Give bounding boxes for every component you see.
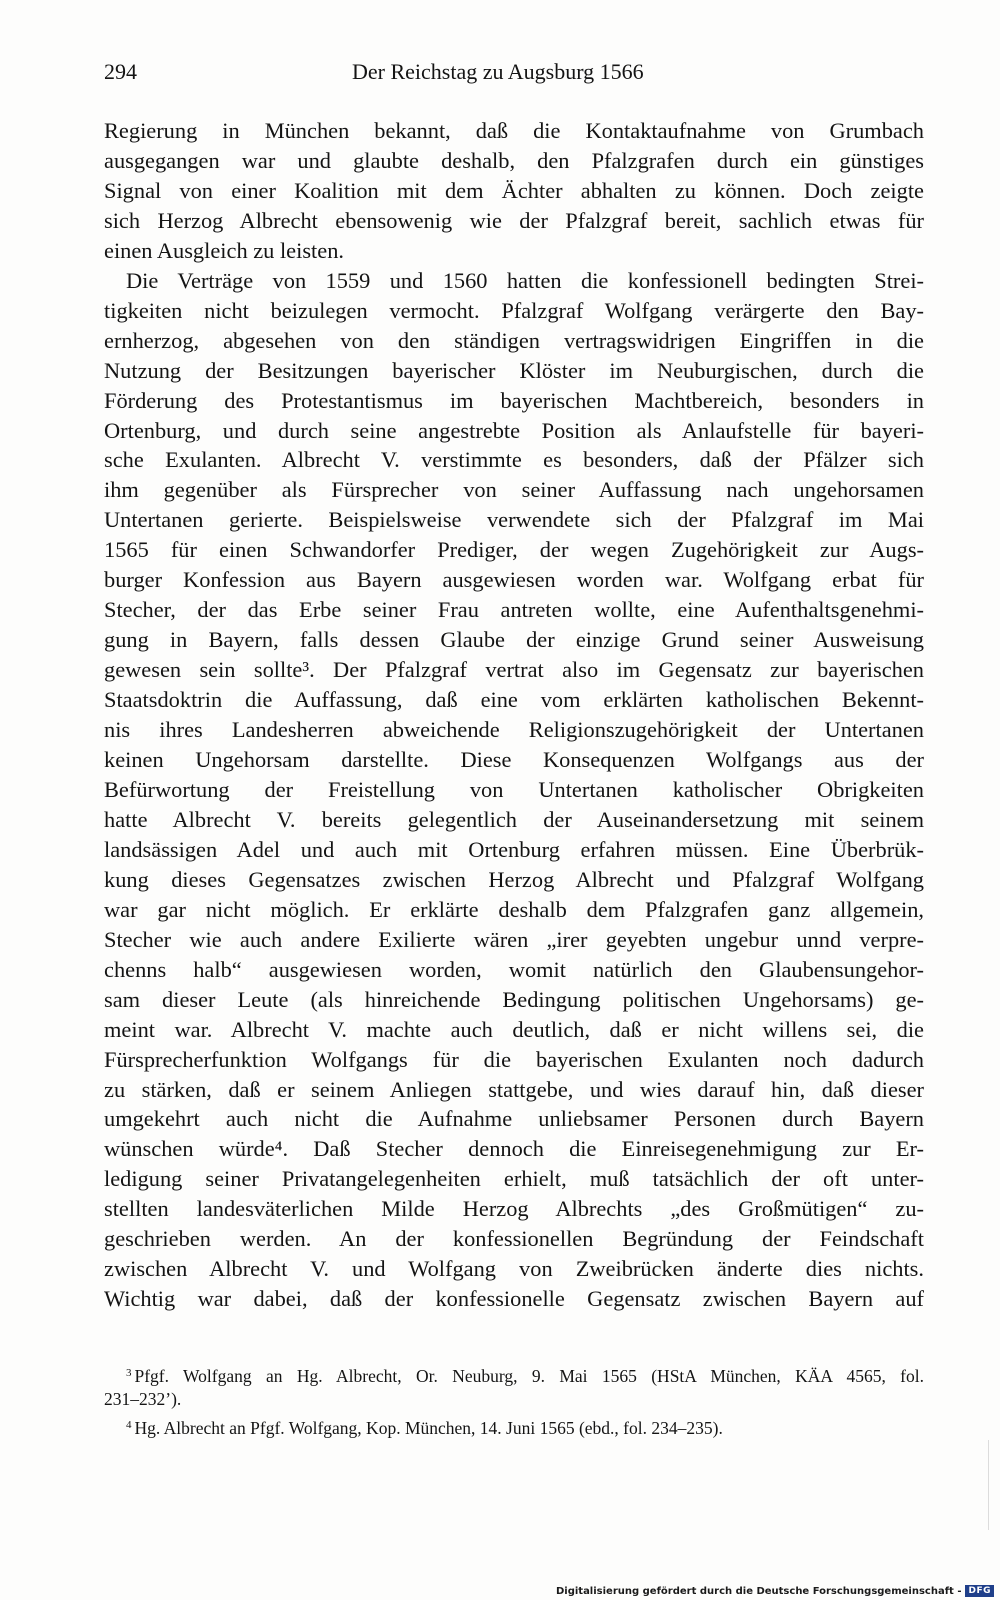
body-line: Nutzung der Besitzungen bayerischer Klöster im Neuburgischen, durch die	[104, 357, 924, 383]
body-line: Ortenburg, und durch seine angestrebte Position als Anlaufstelle für bayeri-	[104, 417, 924, 443]
running-title: Der Reichstag zu Augsburg 1566	[352, 59, 644, 84]
body-line: geschrieben werden. An der konfessionellen Begründung der Feindschaft	[104, 1226, 924, 1252]
body-line: umgekehrt auch nicht die Aufnahme unliebsamer Personen durch Bayern	[104, 1106, 924, 1132]
body-line: Wichtig war dabei, daß der konfessionelle Gegensatz zwischen Bayern auf	[104, 1286, 924, 1312]
body-line: Fürsprecherfunktion Wolfgangs für die bayerischen Exulanten noch dadurch	[104, 1046, 924, 1072]
body-line: wünschen würde⁴. Daß Stecher dennoch die Einreisegenehmigung zur Er-	[104, 1136, 924, 1162]
body-line: 1565 für einen Schwandorfer Prediger, der wegen Zugehörigkeit zur Augs-	[104, 537, 924, 563]
body-line: nis ihres Landesherren abweichende Religionszugehörigkeit der Untertanen	[104, 717, 924, 743]
footnote-text: Pfgf. Wolfgang an Hg. Albrecht, Or. Neuburg, 9. Mai 1565 (HStA München, KÄA 4565, fol.	[134, 1366, 924, 1386]
body-line: Regierung in München bekannt, daß die Kontaktaufnahme von Grumbach	[104, 118, 924, 143]
body-line: Stecher, der das Erbe seiner Frau antreten wollte, eine Aufenthaltsgenehmi-	[104, 597, 924, 623]
digitization-credit	[556, 1585, 994, 1597]
body-line: ausgegangen war und glaubte deshalb, den Pfalzgrafen durch ein günstiges	[104, 147, 924, 173]
body-line: Signal von einer Koalition mit dem Ächter abhalten zu können. Doch zeigte	[104, 177, 924, 203]
footnote-3	[104, 1360, 924, 1386]
footnote-4	[104, 1412, 924, 1438]
body-line: ihm gegenüber als Fürsprecher von seiner Auffassung nach ungehorsamen	[104, 477, 924, 503]
body-line: meint war. Albrecht V. machte auch deutlich, daß er nicht willens sei, die	[104, 1016, 924, 1042]
footnote-3-continuation: 231–232’).	[104, 1389, 182, 1409]
body-line: sich Herzog Albrecht ebensowenig wie der Pfalzgraf bereit, sachlich etwas für	[104, 207, 924, 233]
body-line: chenns halb“ ausgewiesen worden, womit natürlich den Glaubensungehor-	[104, 956, 924, 982]
body-line: sam dieser Leute (als hinreichende Bedingung politischen Ungehorsams) ge-	[104, 986, 924, 1012]
body-line: keinen Ungehorsam darstellte. Diese Konsequenzen Wolfgangs aus der	[104, 747, 924, 773]
body-line: Staatsdoktrin die Auffassung, daß eine vom erklärten katholischen Bekennt-	[104, 687, 924, 713]
body-line: Befürwortung der Freistellung von Untertanen katholischer Obrigkeiten	[104, 776, 924, 802]
footnote-text: Hg. Albrecht an Pfgf. Wolfgang, Kop. München, 14. Juni 1565 (ebd., fol. 234–235).	[134, 1418, 723, 1438]
body-line: Untertanen gerierte. Beispielsweise verwendete sich der Pfalzgraf im Mai	[104, 507, 924, 533]
body-line: stellten landesväterlichen Milde Herzog Albrechts „des Großmütigen“ zu-	[104, 1196, 924, 1222]
body-line: landsässigen Adel und auch mit Ortenburg erfahren müssen. Eine Überbrük-	[104, 836, 924, 862]
body-line: ledigung seiner Privatangelegenheiten erhielt, muß tatsächlich der oft unter-	[104, 1166, 924, 1192]
body-text	[104, 116, 924, 1314]
dfg-logo-icon: DFG	[965, 1585, 994, 1597]
footnotes	[104, 1360, 924, 1438]
scan-margin-mark	[988, 1440, 989, 1530]
body-line: Förderung des Protestantismus im bayerischen Machtbereich, besonders in	[104, 387, 924, 413]
footnote-marker: 3	[126, 1367, 132, 1379]
body-line: tigkeiten nicht beizulegen vermocht. Pfalzgraf Wolfgang verärgerte den Bay-	[104, 297, 924, 323]
body-line: burger Konfession aus Bayern ausgewiesen worden war. Wolfgang erbat für	[104, 567, 924, 593]
body-line: sche Exulanten. Albrecht V. verstimmte es besonders, daß der Pfälzer sich	[104, 447, 924, 473]
page-number: 294	[104, 59, 137, 84]
footnote-marker: 4	[126, 1419, 132, 1431]
body-line: zu stärken, daß er seinem Anliegen stattgebe, und wies darauf hin, daß dieser	[104, 1076, 924, 1102]
body-line: einen Ausgleich zu leisten.	[104, 237, 345, 263]
body-line: kung dieses Gegensatzes zwischen Herzog Albrecht und Pfalzgraf Wolfgang	[104, 866, 924, 892]
running-head	[104, 56, 924, 88]
body-line: gewesen sein sollte³. Der Pfalzgraf vertrat also im Gegensatz zur bayerischen	[104, 657, 924, 683]
body-line: Die Verträge von 1559 und 1560 hatten die konfessionell bedingten Strei-	[126, 267, 924, 293]
body-line: zwischen Albrecht V. und Wolfgang von Zweibrücken änderte dies nichts.	[104, 1256, 924, 1282]
body-line: Stecher wie auch andere Exilierte wären „irer geyebten ungebur unnd verpre-	[104, 926, 924, 952]
body-line: ernherzog, abgesehen von den ständigen vertragswidrigen Eingriffen in die	[104, 327, 924, 353]
body-line: gung in Bayern, falls dessen Glaube der einzige Grund seiner Ausweisung	[104, 627, 924, 653]
body-line: war gar nicht möglich. Er erklärte deshalb dem Pfalzgrafen ganz allgemein,	[104, 896, 924, 922]
credit-text: Digitalisierung gefördert durch die Deutsche Forschungsgemeinschaft -	[555, 1585, 962, 1597]
body-line: hatte Albrecht V. bereits gelegentlich der Auseinandersetzung mit seinem	[104, 806, 924, 832]
